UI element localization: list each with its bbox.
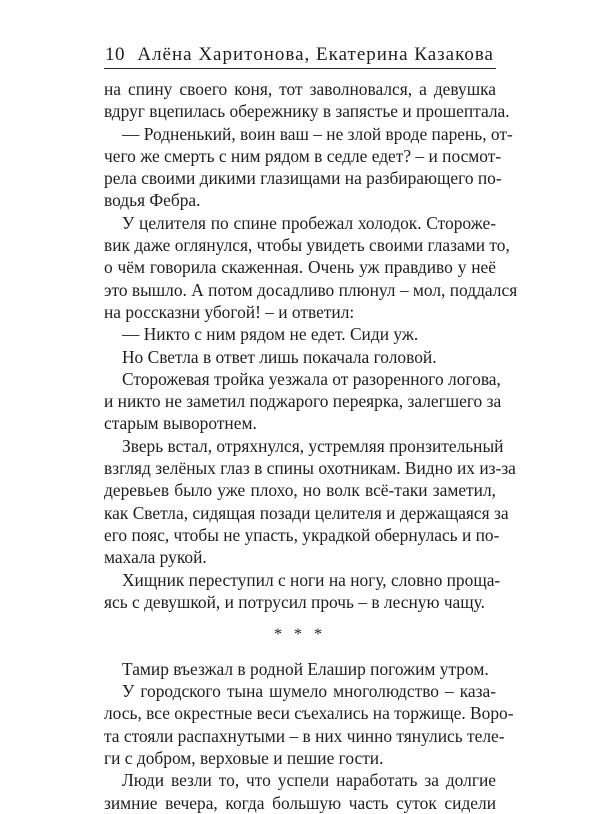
body-text (104, 78, 518, 814)
text-line: Сторожевая тройка уезжала от разоренного логова, (122, 368, 501, 389)
text-line: о чём говорила скаженная. Очень уж правдиво у неё (104, 257, 496, 278)
scene-break: * * * (274, 626, 326, 644)
text-line: — Никто с ним рядом не едет. Сиди уж. (122, 324, 419, 345)
text-line: на спину своего коня, тот заволновался, а девушка (104, 79, 496, 99)
text-line: лось, все окрестные веси съехались на торжище. Воро- (104, 703, 514, 724)
text-line: старым выворотнем. (104, 413, 257, 434)
text-line: махала рукой. (104, 547, 207, 568)
text-line: водья Фебра. (104, 190, 201, 211)
text-line: ясь с девушкой, и потрусил прочь – в лесную чащу. (104, 591, 485, 612)
text-line: рела своими дикими глазищами на разбирающего по- (104, 168, 502, 189)
text-block-part1 (104, 78, 518, 613)
text-line: на россказни убогой! – и ответил: (104, 301, 355, 322)
text-line: Тамир въезжал в родной Елашир погожим утром. (122, 658, 489, 679)
text-line: взгляд зелёных глаз в спины охотникам. Видно их из-за (104, 458, 516, 479)
text-line: Но Светла в ответ лишь покачала головой. (122, 346, 437, 367)
text-line: вдруг вцепилась обережнику в запястье и прошептала. (104, 101, 510, 122)
text-line: вик даже оглянулся, чтобы увидеть своими глазами то, (104, 235, 510, 256)
text-line: его пояс, чтобы не упасть, украдкой обернулась и по- (104, 524, 500, 545)
text-line: Зверь встал, отряхнулся, устремляя пронзительный (122, 435, 504, 456)
text-line: и никто не заметил поджарого переярка, залегшего за (104, 391, 502, 412)
text-line: зимние вечера, когда большую часть суток сидели (104, 792, 496, 813)
text-line: Хищник переступил с ноги на ногу, словно проща- (122, 569, 501, 590)
text-line: У целителя по спине пробежал холодок. Стороже- (122, 212, 496, 233)
text-line: У городского тына шумело многолюдство – каза- (122, 681, 496, 702)
page-header (104, 38, 496, 69)
text-line: Люди везли то, что успели наработать за долгие (122, 770, 496, 791)
text-block-part2 (104, 658, 514, 814)
page-number: 10 (105, 44, 125, 65)
running-head: Алёна Харитонова, Екатерина Казакова (137, 44, 494, 65)
text-line: ги с добром, верховые и пешие гости. (104, 747, 384, 768)
text-line: как Светла, сидящая позади целителя и держащаяся за (104, 502, 509, 523)
text-line: та стояли распахнутыми – в них чинно тянулись теле- (104, 725, 505, 746)
text-line: чего же смерть с ним рядом в седле едет? – и посмот- (104, 145, 502, 166)
text-line: это вышло. А потом досадливо плюнул – мол, поддался (104, 279, 518, 300)
text-line: — Родненький, воин ваш – не злой вроде парень, от- (122, 123, 513, 144)
text-line: деревьев было уже плохо, но волк всё-таки заметил, (104, 480, 496, 501)
